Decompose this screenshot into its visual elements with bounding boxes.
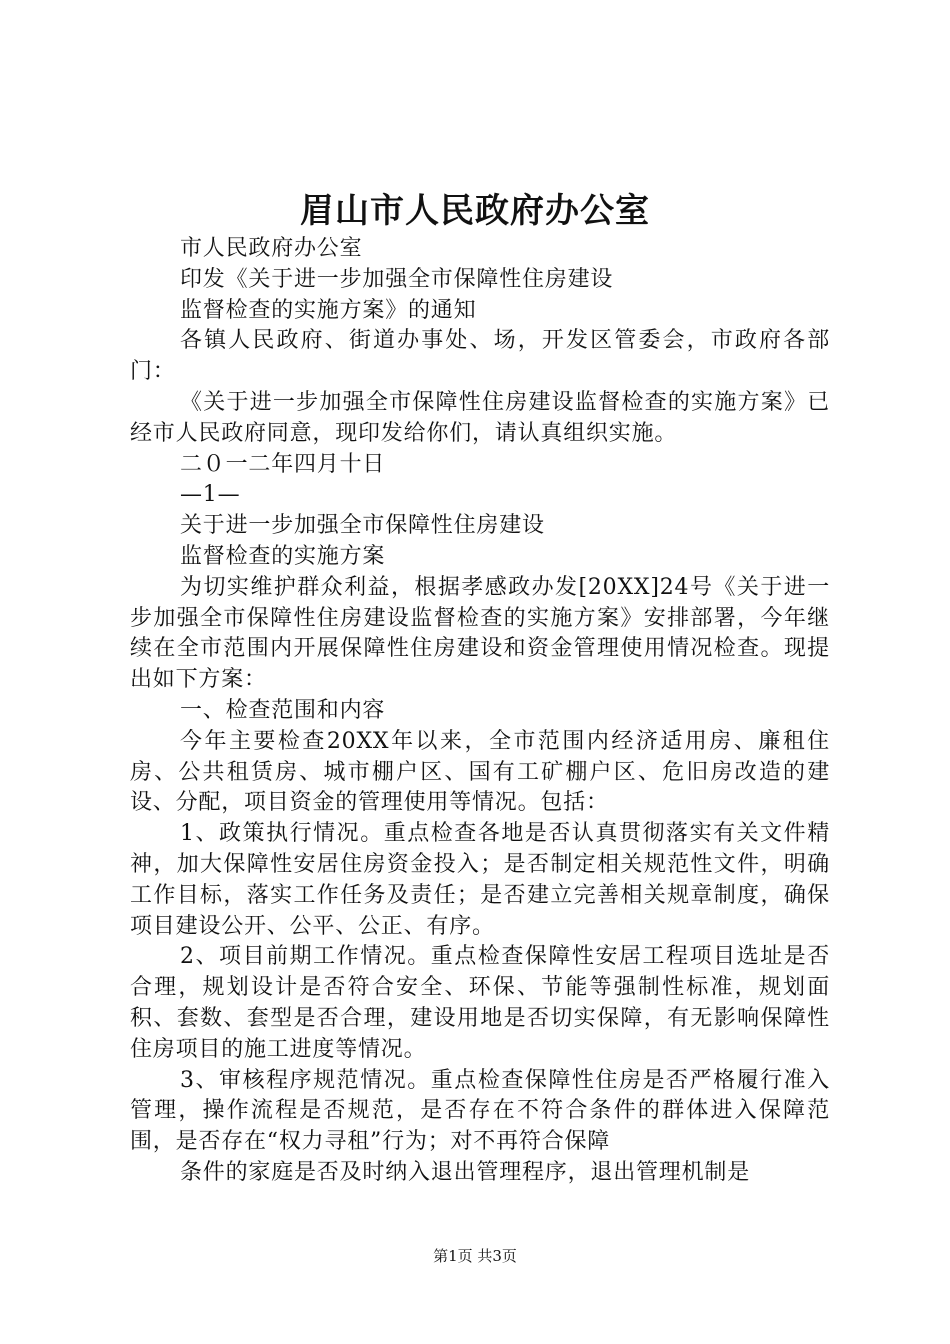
scope-paragraph: 今年主要检查20XX年以来，全市范围内经济适用房、廉租住房、公共租赁房、城市棚户区、国有工矿棚户区、危旧房改造的建设、分配，项目资金的管理使用等情况。包括： bbox=[130, 728, 830, 816]
notice-body-paragraph: 《关于进一步加强全市保障性住房建设监督检查的实施方案》已经市人民政府同意，现印发给你们，请认真组织实施。 bbox=[130, 389, 830, 446]
inline-page-mark: —1— bbox=[180, 482, 241, 508]
date-line: 二０一二年四月十日 bbox=[180, 451, 386, 477]
page-footer: 第1页 共3页 bbox=[433, 1247, 517, 1265]
document-title: 眉山市人民政府办公室 bbox=[300, 191, 650, 231]
plan-title-line-2: 监督检查的实施方案 bbox=[180, 543, 386, 569]
section-heading: 一、检查范围和内容 bbox=[180, 697, 386, 723]
continuation-line: 条件的家庭是否及时纳入退出管理程序，退出管理机制是 bbox=[180, 1159, 751, 1185]
document-body bbox=[130, 234, 830, 1189]
item-2-paragraph: 2、项目前期工作情况。重点检查保障性安居工程项目选址是否合理，规划设计是否符合安全、环保、节能等强制性标准，规划面积、套数、套型是否合理，建设用地是否切实保障，有无影响保障性住房项目的施工进度等情况。 bbox=[130, 944, 830, 1062]
notice-title-line-2: 监督检查的实施方案》的通知 bbox=[180, 297, 477, 323]
notice-title-line-1: 印发《关于进一步加强全市保障性住房建设 bbox=[180, 266, 614, 292]
item-3-paragraph: 3、审核程序规范情况。重点检查保障性住房是否严格履行准入管理，操作流程是否规范，是否存在不符合条件的群体进入保障范围，是否存在“权力寻租”行为；对不再符合保障 bbox=[130, 1067, 830, 1155]
issuer-line: 市人民政府办公室 bbox=[180, 236, 363, 261]
item-1-paragraph: 1、政策执行情况。重点检查各地是否认真贯彻落实有关文件精神，加大保障性安居住房资金投入；是否制定相关规范性文件，明确工作目标，落实工作任务及责任；是否建立完善相关规章制度，确保项目建设公开、公平、公正、有序。 bbox=[130, 821, 830, 939]
plan-title-line-1: 关于进一步加强全市保障性住房建设 bbox=[180, 513, 545, 539]
intro-paragraph: 为切实维护群众利益，根据孝感政办发[20XX]24号《关于进一步加强全市保障性住房建设监督检查的实施方案》安排部署，今年继续在全市范围内开展保障性住房建设和资金管理使用情况检查。现提出如下方案： bbox=[130, 574, 830, 693]
recipients-paragraph: 各镇人民政府、街道办事处、场，开发区管委会，市政府各部门： bbox=[130, 328, 830, 385]
